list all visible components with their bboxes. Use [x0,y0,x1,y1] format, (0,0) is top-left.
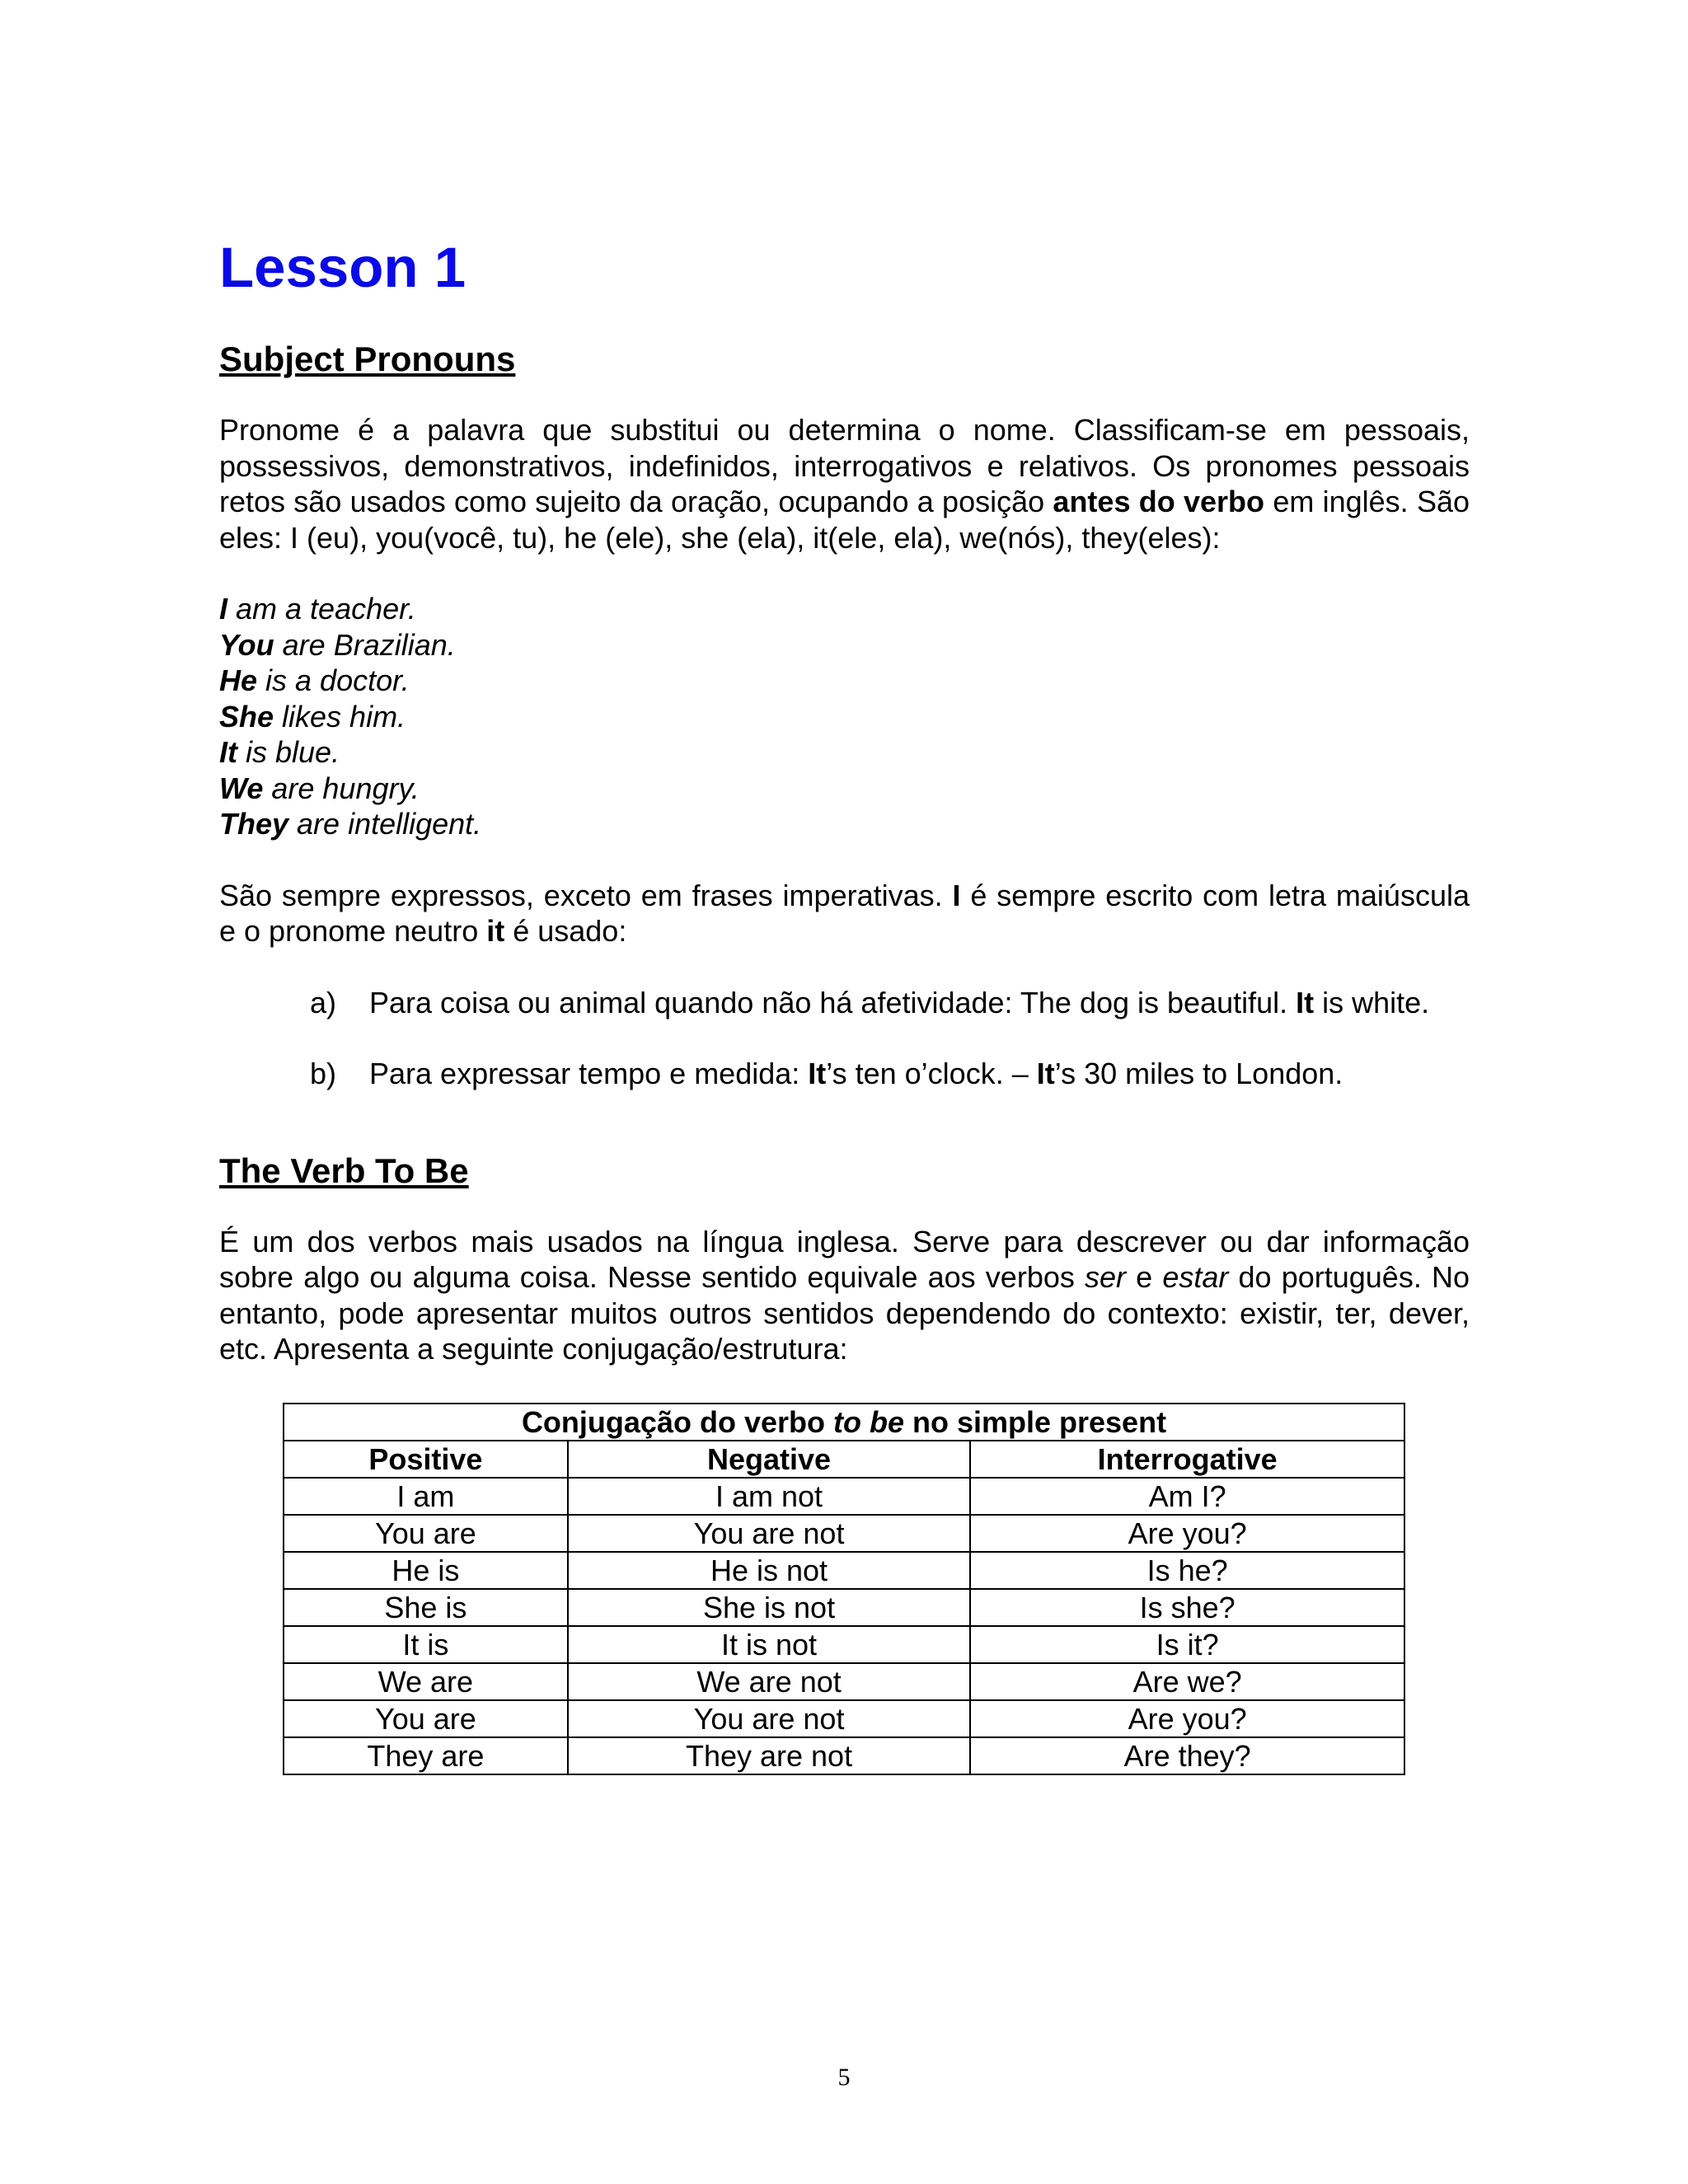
intro-text-2: em inglês. São eles: I (eu), you(você, tu), he (ele), she (ela), it(ele, ela), we(nós), they(eles): [219,485,1470,555]
table-cell: He is [284,1552,568,1589]
example-line [219,699,1470,735]
table-cell: They are [284,1737,568,1774]
table-header-row [284,1441,1404,1478]
table-cell: She is not [568,1589,971,1626]
list-bold: It [808,1057,827,1090]
pronoun-examples [219,591,1470,842]
list-text: Para expressar tempo e medida: [369,1057,809,1090]
table-cell: Are they? [970,1737,1404,1774]
list-marker: b) [310,1057,337,1090]
table-cell: They are not [568,1737,971,1774]
intro-bold-text: antes do verbo [1053,485,1265,518]
note-text-1: São sempre expressos, exceto em frases imperativas. [219,878,953,912]
intro-text-1: Pronome é a palavra que substitui ou determina o nome. Classificam-se em pessoais, possessivos, demonstrativos, indefinidos, interrogativos e relativos. Os pronomes pessoais retos são usados como sujeito da oração, ocupando a posição [219,413,1470,518]
example-rest: is a doctor. [257,663,410,697]
table-row [284,1478,1404,1515]
caption-text-1: Conjugação do verbo [521,1404,833,1439]
pronoun-usage-note [219,878,1470,949]
usage-list [219,985,1470,1092]
list-item [219,985,1470,1021]
note-text-3: é usado: [504,914,627,948]
column-header: Interrogative [970,1441,1404,1478]
table-cell: It is [284,1626,568,1663]
table-caption [284,1404,1404,1441]
table-cell: He is not [568,1552,971,1589]
table-cell: You are [284,1515,568,1552]
list-bold: It [1296,985,1315,1019]
verb-to-be-heading: The Verb To Be [219,1151,469,1190]
example-pronoun: They [219,807,289,841]
list-bold: It [1036,1057,1055,1090]
example-rest: are Brazilian. [274,627,456,662]
note-bold-1: I [952,878,961,912]
verb-text-1: É um dos verbos mais usados na língua inglesa. Serve para descrever ou dar informação sobre algo ou alguma coisa. Nesse sentido equivale aos verbos [219,1224,1470,1294]
table-row [284,1589,1404,1626]
table-cell: It is not [568,1626,971,1663]
table-row [284,1737,1404,1774]
column-header: Positive [284,1441,568,1478]
example-pronoun: You [219,627,274,662]
verb-italic-2: estar [1162,1260,1229,1294]
note-text-2: é sempre escrito com letra maiúscula e o pronome neutro [219,878,1470,948]
table-cell: You are not [568,1700,971,1737]
verb-text-3: do português. No entanto, pode apresentar muitos outros sentidos dependendo do contexto: existir, ter, dever, etc. Apresenta a seguinte conjugação/estrutura: [219,1260,1470,1366]
example-pronoun: It [219,735,237,769]
example-pronoun: We [219,771,264,805]
table-cell: I am [284,1478,568,1515]
example-line [219,663,1470,699]
table-caption-row [284,1404,1404,1441]
conjugation-table [283,1403,1405,1775]
column-header: Negative [568,1441,971,1478]
table-cell: Am I? [970,1478,1404,1515]
verb-text-2: e [1126,1260,1163,1294]
verb-italic-1: ser [1085,1260,1127,1294]
example-pronoun: She [219,699,274,733]
list-text: ’s ten o’clock. – [826,1057,1037,1090]
example-rest: are hungry. [263,771,420,805]
example-line [219,806,1470,842]
page-number: 5 [837,2064,851,2091]
table-row [284,1552,1404,1589]
table-row [284,1626,1404,1663]
example-pronoun: I [219,592,228,626]
table-cell: She is [284,1589,568,1626]
table-row [284,1515,1404,1552]
caption-text-2: no simple present [903,1404,1167,1439]
example-rest: likes him. [274,699,406,733]
list-item [219,1056,1470,1092]
example-line [219,734,1470,771]
table-row [284,1700,1404,1737]
table-cell: You are not [568,1515,971,1552]
list-marker: a) [310,985,337,1019]
example-rest: is blue. [237,735,340,769]
table-cell: Are you? [970,1700,1404,1737]
note-bold-2: it [486,914,505,948]
table-cell: I am not [568,1478,971,1515]
table-cell: Are you? [970,1515,1404,1552]
page-content [219,231,1470,1775]
example-line [219,591,1470,627]
example-rest: am a teacher. [227,592,416,626]
table-row [284,1663,1404,1700]
table-cell: Are we? [970,1663,1404,1700]
example-line [219,627,1470,663]
table-cell: We are [284,1663,568,1700]
table-cell: We are not [568,1663,971,1700]
table-cell: You are [284,1700,568,1737]
caption-italic: to be [832,1404,904,1439]
table-cell: Is he? [970,1552,1404,1589]
lesson-title: Lesson 1 [219,236,467,299]
example-line [219,771,1470,807]
table-cell: Is she? [970,1589,1404,1626]
verb-to-be-intro [219,1224,1470,1367]
list-text: ’s 30 miles to London. [1054,1057,1343,1090]
example-rest: are intelligent. [288,807,482,841]
subject-pronouns-intro [219,412,1470,555]
subject-pronouns-heading: Subject Pronouns [219,340,516,378]
table-cell: Is it? [970,1626,1404,1663]
list-text: is white. [1314,985,1430,1019]
list-text: Para coisa ou animal quando não há afetividade: The dog is beautiful. [369,985,1296,1019]
example-pronoun: He [219,663,258,697]
